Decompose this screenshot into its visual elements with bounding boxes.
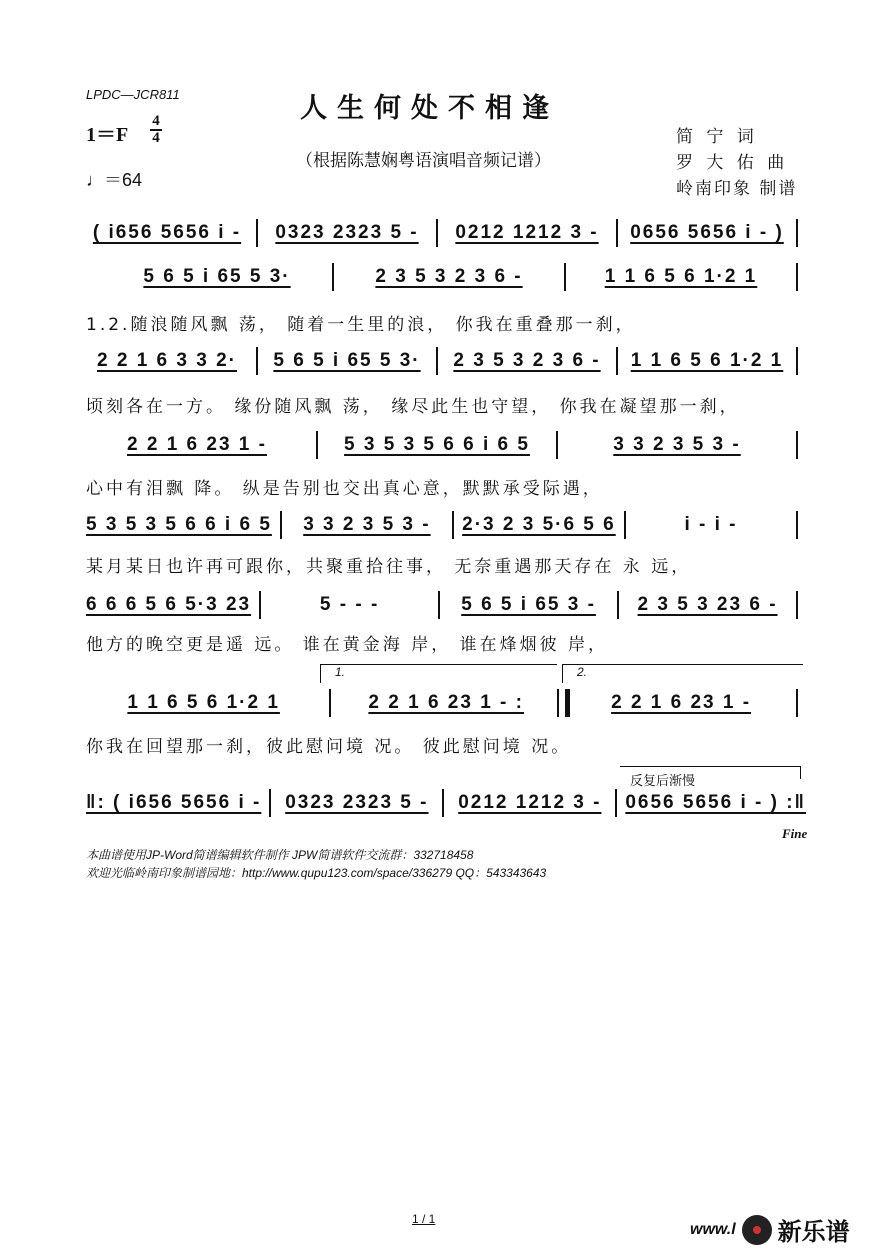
footer-line-1: 本曲谱使用JP-Word简谱编辑软件制作 JPW简谱软件交流群：332718458 [86, 848, 474, 862]
composer-credit: 罗 大 佑 曲 [676, 153, 789, 173]
measure: 2 3 5 3 2 3 6 - [453, 350, 601, 371]
measure: 1 1 6 5 6 1·2 1 [630, 350, 784, 371]
measure: 5 6 5 i 65 5 3· [273, 350, 421, 371]
measure: 2 2 1 6 23 1 - [127, 434, 267, 455]
lyric-row-5: 他方的晚空更是遥 远。 谁在黄金海 岸， 谁在烽烟彼 岸， [86, 635, 609, 655]
measure: 0212 1212 3 - [455, 222, 599, 243]
score-row-3 [86, 430, 806, 460]
measure: 2 2 1 6 23 1 - [611, 692, 752, 713]
measure: 0323 2323 5 - [275, 222, 419, 243]
measure: 2 3 5 3 23 6 - [637, 594, 778, 615]
score-row-4 [86, 510, 806, 540]
watermark-url: www.l [690, 1220, 736, 1238]
measure: 3 3 2 3 5 3 - [303, 514, 431, 535]
score-row-outro [86, 788, 806, 818]
lyric-row-3: 心中有泪飘 降。 纵是告别也交出真心意，默默承受际遇， [86, 479, 603, 499]
measure: 1 1 6 5 6 1·2 1 [127, 692, 280, 713]
song-title: 人生何处不相逢 [300, 93, 559, 124]
page-number: 1 / 1 [412, 1212, 436, 1226]
score-row-5 [86, 590, 806, 620]
measure: 0656 5656 i - ) :‖ [625, 792, 807, 813]
watermark-logo [690, 1212, 850, 1247]
footer-line-2: 欢迎光临岭南印象制谱园地：http://www.qupu123.com/space/336279 QQ：543343643 [86, 866, 547, 880]
measure: 5 3 5 3 5 6 6 i 6 5 [86, 514, 272, 535]
lyric-row-2: 顷刻各在一方。 缘份随风飘 荡， 缘尽此生也守望， 你我在凝望那一刹， [86, 397, 740, 417]
volta-1: 1. [320, 664, 557, 683]
key-signature: 1＝F [86, 124, 129, 146]
measure: 5 6 5 i 65 3 - [461, 594, 596, 615]
measure: 5 3 5 3 5 6 6 i 6 5 [344, 434, 530, 455]
measure: ‖: ( i656 5656 i - [86, 792, 262, 813]
volta-2: 2. [562, 664, 803, 683]
lyricist-credit: 简 宁 词 [676, 127, 758, 147]
score-row-1 [110, 262, 806, 292]
measure: 0656 5656 i - ) [630, 222, 784, 243]
score-code: LPDC—JCR811 [86, 87, 180, 102]
fine-marking: Fine [782, 826, 808, 841]
measure: 3 3 2 3 5 3 - [613, 434, 741, 455]
watermark-brand: 新乐谱 [777, 1218, 850, 1246]
lyric-row-6: 你我在回望那一刹，彼此慰问境 况。 彼此慰问境 况。 [86, 737, 572, 757]
measure: 2·3 2 3 5·6 5 6 [462, 514, 616, 535]
score-row-6 [86, 688, 806, 718]
time-signature-bottom: 4 [152, 130, 160, 146]
measure: 0323 2323 5 - [285, 792, 429, 813]
score-row-intro [86, 218, 806, 248]
measure: 1 1 6 5 6 1·2 1 [604, 266, 758, 287]
lyric-row-1: 1.2.随浪随风飘 荡， 随着一生里的浪， 你我在重叠那一刹， [86, 315, 636, 335]
measure: 2 3 5 3 2 3 6 - [375, 266, 523, 287]
measure: 2 2 1 6 3 3 2· [97, 350, 237, 371]
score-row-2 [86, 346, 806, 376]
measure: 0212 1212 3 - [458, 792, 602, 813]
measure: 2 2 1 6 23 1 - : [368, 692, 524, 713]
song-subtitle: （根据陈慧娴粤语演唱音频记谱） [296, 151, 551, 171]
tempo-marking: ♩＝64 [86, 170, 143, 190]
repeat-instruction: 反复后渐慢 [630, 774, 696, 789]
measure: 5 - - - [319, 594, 380, 615]
time-signature [150, 114, 162, 146]
record-disc-icon [742, 1215, 772, 1245]
arranger-credit: 岭南印象 制谱 [676, 179, 798, 199]
measure: 5 6 5 i 65 5 3· [143, 266, 291, 287]
lyric-row-4: 某月某日也许再可跟你，共聚重拾往事， 无奈重遇那天存在 永 远， [86, 557, 692, 577]
measure: 6 6 6 5 6 5·3 23 [86, 594, 252, 615]
measure: i - i - [684, 514, 738, 535]
measure: ( i656 5656 i - [92, 222, 242, 243]
time-signature-top: 4 [152, 113, 160, 129]
